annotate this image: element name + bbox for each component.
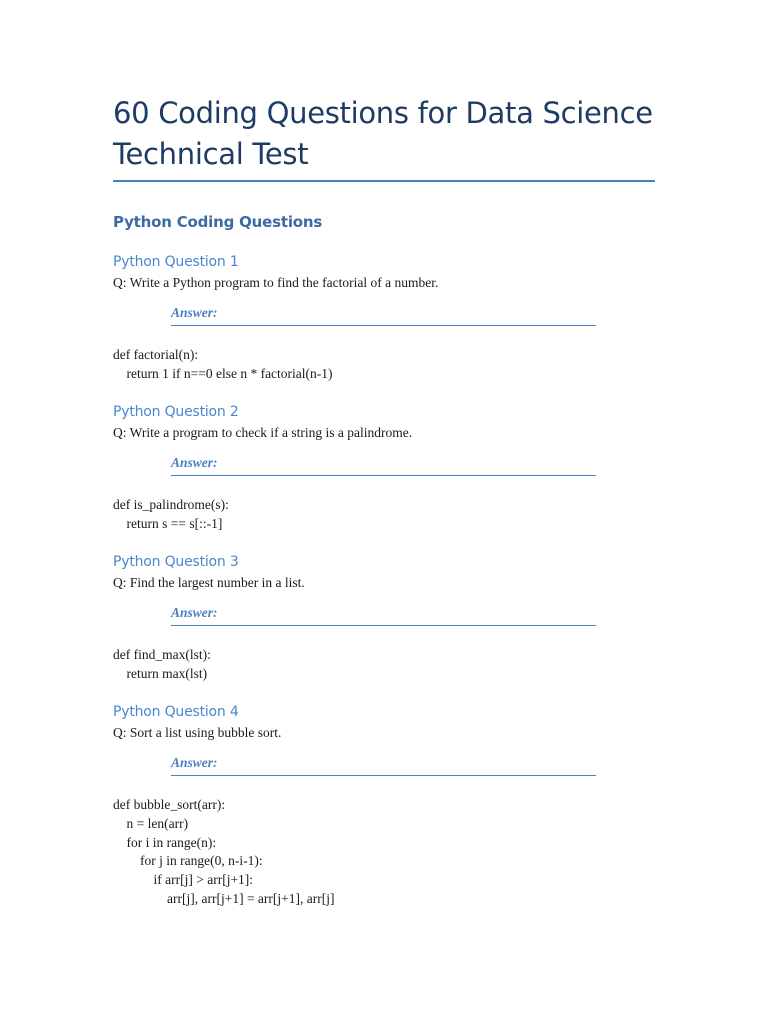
question-block-3 [113, 551, 655, 684]
question-text: Q: Write a Python program to find the factorial of a number. [113, 275, 439, 290]
answer-code: def find_max(lst): return max(lst) [113, 647, 211, 681]
question-heading: Python Question 4 [113, 704, 239, 720]
title-divider [113, 180, 655, 182]
question-heading: Python Question 2 [113, 404, 239, 420]
question-text: Q: Sort a list using bubble sort. [113, 725, 282, 740]
answer-code: def factorial(n): return 1 if n==0 else n * factorial(n-1) [113, 347, 333, 381]
answer-code: def is_palindrome(s): return s == s[::-1] [113, 497, 229, 531]
answer-code: def bubble_sort(arr): n = len(arr) for i in range(n): for j in range(0, n-i-1): if arr[j] > arr[j+1]: arr[j], arr[j+1] = arr[j+1], arr[j] [113, 797, 335, 906]
answer-label: Answer: [171, 605, 218, 620]
question-heading: Python Question 1 [113, 254, 239, 270]
document-title: 60 Coding Questions for Data Science Technical Test [113, 96, 653, 171]
question-text: Q: Find the largest number in a list. [113, 575, 305, 590]
question-heading: Python Question 3 [113, 554, 239, 570]
section-heading: Python Coding Questions [113, 213, 323, 231]
answer-label: Answer: [171, 305, 218, 320]
question-block-2 [113, 401, 655, 534]
question-block-1 [113, 251, 655, 384]
question-block-4 [113, 701, 655, 909]
answer-header [171, 603, 596, 626]
answer-header [171, 753, 596, 776]
answer-header [171, 453, 596, 476]
answer-header [171, 303, 596, 326]
answer-label: Answer: [171, 755, 218, 770]
answer-label: Answer: [171, 455, 218, 470]
question-text: Q: Write a program to check if a string is a palindrome. [113, 425, 413, 440]
